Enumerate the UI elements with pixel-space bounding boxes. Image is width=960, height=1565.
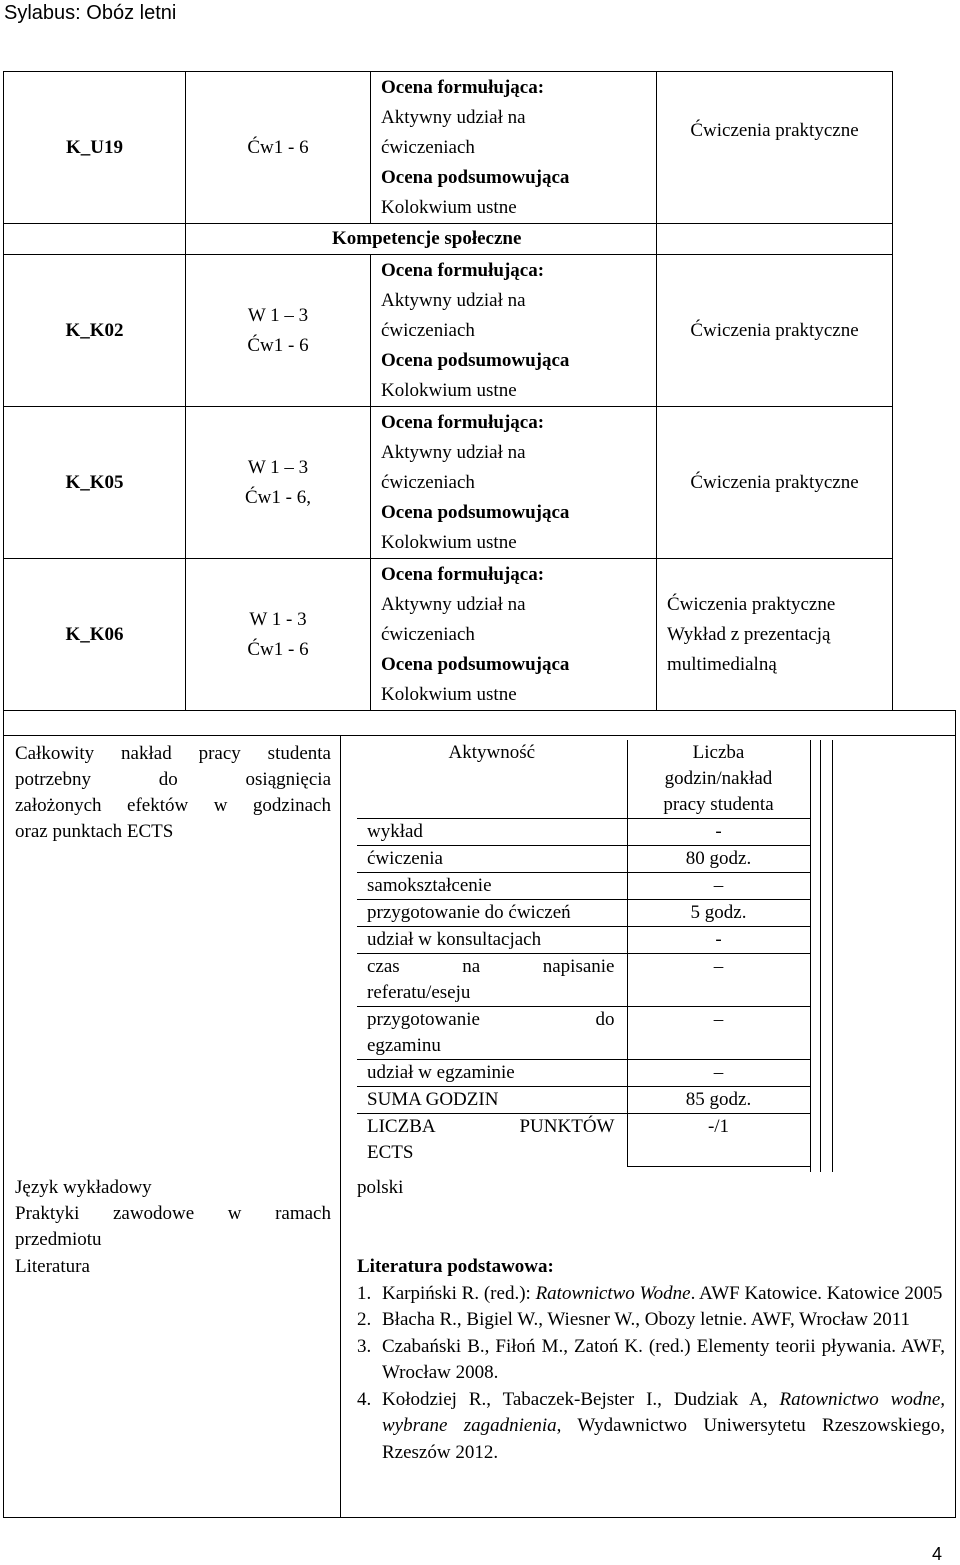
workload-row bbox=[357, 873, 810, 900]
activity-line: referatu/eseju bbox=[367, 982, 471, 1003]
teaching-method-line: multimedialną bbox=[667, 653, 777, 675]
reference-line: Ćw1 - 6, bbox=[245, 486, 311, 508]
practice-label-line: przedmiotu bbox=[15, 1229, 102, 1250]
hours-header bbox=[627, 740, 810, 819]
evaluation-heading: Ocena podsumowująca bbox=[381, 166, 570, 188]
evaluation-heading: Ocena podsumowująca bbox=[381, 501, 570, 523]
workload-table bbox=[357, 740, 811, 1167]
evaluation-text: Kolokwium ustne bbox=[381, 196, 517, 218]
document-header: Sylabus: Obóz letni bbox=[4, 2, 177, 24]
literature-item-number: 2. bbox=[357, 1309, 372, 1330]
evaluation-text: Kolokwium ustne bbox=[381, 531, 517, 553]
activity-header: Aktywność bbox=[357, 740, 627, 819]
column-divider bbox=[340, 736, 341, 1518]
evaluation-text: Aktywny udział na bbox=[381, 106, 526, 128]
effect-reference bbox=[186, 407, 371, 559]
section-row bbox=[4, 224, 893, 255]
effect-reference bbox=[186, 255, 371, 407]
effect-row bbox=[4, 559, 893, 711]
reference-line: Ćw1 - 6 bbox=[247, 334, 309, 356]
reference-line: W 1 – 3 bbox=[247, 456, 309, 478]
effect-code: K_K06 bbox=[4, 559, 186, 711]
workload-row bbox=[357, 1007, 810, 1060]
hours-cell: 85 godz. bbox=[627, 1087, 810, 1114]
workload-row bbox=[357, 819, 810, 846]
effect-row bbox=[4, 72, 893, 224]
reference-line: W 1 - 3 bbox=[249, 608, 307, 630]
workload-label-line: założonych efektów w godzinach bbox=[15, 795, 331, 816]
evaluation-method bbox=[371, 559, 657, 711]
workload-row bbox=[357, 1060, 810, 1087]
hours-cell: – bbox=[627, 954, 810, 1007]
workload-row bbox=[357, 954, 810, 1007]
evaluation-text: ćwiczeniach bbox=[381, 319, 475, 341]
teaching-method bbox=[657, 72, 893, 224]
hours-cell: – bbox=[627, 1007, 810, 1060]
teaching-method-line: Ćwiczenia praktyczne bbox=[667, 593, 836, 615]
evaluation-heading: Ocena podsumowująca bbox=[381, 653, 570, 675]
reference-line: Ćw1 - 6 bbox=[247, 136, 309, 158]
activity-cell bbox=[357, 1007, 627, 1060]
workload-row bbox=[357, 927, 810, 954]
separator-row bbox=[3, 710, 956, 736]
hours-cell: – bbox=[627, 873, 810, 900]
activity-line: udział w egzaminie bbox=[367, 1062, 515, 1083]
teaching-method-line: Ćwiczenia praktyczne bbox=[690, 471, 859, 493]
activity-cell bbox=[357, 819, 627, 846]
effect-reference bbox=[186, 559, 371, 711]
teaching-method bbox=[657, 255, 893, 407]
literature-label: Literatura bbox=[15, 1256, 90, 1277]
hours-cell: 80 godz. bbox=[627, 846, 810, 873]
literature-item-number: 3. bbox=[357, 1335, 372, 1357]
teaching-method bbox=[657, 559, 893, 711]
hours-cell: - bbox=[627, 927, 810, 954]
literature-title-italic: Ratownictwo wodne, wybrane zagadnienia bbox=[382, 1388, 945, 1436]
table-frame bbox=[810, 740, 821, 1172]
literature-item-number: 1. bbox=[357, 1282, 372, 1304]
hours-cell: – bbox=[627, 1060, 810, 1087]
evaluation-heading: Ocena formułująca: bbox=[381, 563, 545, 585]
teaching-method-line: Ćwiczenia praktyczne bbox=[690, 120, 859, 141]
evaluation-text: Kolokwium ustne bbox=[381, 683, 517, 705]
activity-line: ćwiczenia bbox=[367, 848, 443, 869]
evaluation-method bbox=[371, 72, 657, 224]
activity-line: udział w konsultacjach bbox=[367, 929, 542, 950]
evaluation-heading: Ocena podsumowująca bbox=[381, 349, 570, 371]
literature-item bbox=[357, 1281, 945, 1308]
literature-block bbox=[357, 1254, 945, 1466]
practice-label-line: Praktyki zawodowe w ramach bbox=[15, 1203, 331, 1224]
activity-line: ECTS bbox=[367, 1142, 414, 1163]
hours-header-line: pracy studenta bbox=[663, 794, 774, 815]
evaluation-text: ćwiczeniach bbox=[381, 471, 475, 493]
activity-cell bbox=[357, 954, 627, 1007]
literature-text: Karpiński R. (red.): bbox=[382, 1282, 536, 1304]
literature-text: Błacha R., Bigiel W., Wiesner W., Obozy letnie. AWF, Wrocław 2011 bbox=[382, 1309, 911, 1330]
page-number: 4 bbox=[932, 1544, 943, 1564]
evaluation-heading: Ocena formułująca: bbox=[381, 76, 545, 98]
literature-title-italic: Ratownictwo Wodne bbox=[535, 1282, 691, 1304]
reference-line: W 1 – 3 bbox=[247, 304, 309, 326]
activity-cell bbox=[357, 900, 627, 927]
effect-code: K_K02 bbox=[4, 255, 186, 407]
hours-header-line: godzin/nakład bbox=[664, 768, 773, 789]
hours-cell: - bbox=[627, 819, 810, 846]
literature-item bbox=[357, 1387, 945, 1467]
activity-cell bbox=[357, 1060, 627, 1087]
activity-line: samokształcenie bbox=[367, 875, 492, 896]
evaluation-text: Kolokwium ustne bbox=[381, 379, 517, 401]
workload-row bbox=[357, 846, 810, 873]
activity-line: SUMA GODZIN bbox=[367, 1089, 499, 1110]
activity-cell bbox=[357, 1087, 627, 1114]
literature-title: Literatura podstawowa: bbox=[357, 1256, 554, 1277]
literature-text: Czabański B., Fiłoń M., Zatoń K. (red.) Elementy teorii pływania. AWF, Wrocław 2008. bbox=[382, 1335, 945, 1383]
literature-text: , Wydawnictwo Uniwersytetu Rzeszowskiego, Rzeszów 2012. bbox=[382, 1415, 946, 1463]
evaluation-text: Aktywny udział na bbox=[381, 289, 526, 311]
workload-label-line: potrzebny do osiągnięcia bbox=[15, 769, 331, 790]
teaching-method bbox=[657, 407, 893, 559]
workload-row bbox=[357, 1114, 810, 1167]
activity-line: przygotowanie do bbox=[367, 1009, 615, 1030]
activity-line: egzaminu bbox=[367, 1035, 441, 1056]
workload-row bbox=[357, 1087, 810, 1114]
workload-row bbox=[357, 900, 810, 927]
evaluation-text: ćwiczeniach bbox=[381, 623, 475, 645]
literature-text: . AWF Katowice. Katowice 2005 bbox=[690, 1282, 943, 1304]
workload-label-line: Całkowity nakład pracy studenta bbox=[15, 743, 331, 764]
activity-line: przygotowanie do ćwiczeń bbox=[367, 902, 571, 923]
activity-cell bbox=[357, 846, 627, 873]
section-label: Kompetencje społeczne bbox=[186, 224, 657, 255]
activity-cell bbox=[357, 873, 627, 900]
literature-item bbox=[357, 1334, 945, 1387]
literature-item-number: 4. bbox=[357, 1388, 372, 1410]
literature-text: Kołodziej R., Tabaczek-Bejster I., Dudziak A, bbox=[382, 1388, 780, 1410]
hours-header-line: Liczba bbox=[692, 742, 745, 763]
language-value: polski bbox=[357, 1177, 404, 1198]
evaluation-method bbox=[371, 407, 657, 559]
section-spacer bbox=[4, 224, 186, 255]
activity-cell bbox=[357, 927, 627, 954]
literature-item bbox=[357, 1307, 945, 1334]
table-frame bbox=[821, 740, 833, 1172]
activity-line: LICZBA PUNKTÓW bbox=[367, 1116, 615, 1137]
effect-row bbox=[4, 407, 893, 559]
workload-label-line: oraz punktach ECTS bbox=[15, 821, 174, 842]
workload-header-row bbox=[357, 740, 810, 819]
activity-line: czas na napisanie bbox=[367, 956, 615, 977]
teaching-method-line: Wykład z prezentacją bbox=[667, 623, 831, 645]
effect-code: K_U19 bbox=[4, 72, 186, 224]
language-label: Język wykładowy bbox=[15, 1177, 152, 1198]
hours-cell: -/1 bbox=[627, 1114, 810, 1167]
evaluation-method bbox=[371, 255, 657, 407]
evaluation-heading: Ocena formułująca: bbox=[381, 259, 545, 281]
effect-code: K_K05 bbox=[4, 407, 186, 559]
literature-list bbox=[357, 1281, 945, 1467]
section-spacer bbox=[657, 224, 893, 255]
evaluation-text: Aktywny udział na bbox=[381, 441, 526, 463]
evaluation-heading: Ocena formułująca: bbox=[381, 411, 545, 433]
evaluation-text: ćwiczeniach bbox=[381, 136, 475, 158]
activity-line: wykład bbox=[367, 821, 423, 842]
activity-cell bbox=[357, 1114, 627, 1167]
hours-cell: 5 godz. bbox=[627, 900, 810, 927]
reference-line: Ćw1 - 6 bbox=[247, 638, 309, 660]
effect-reference bbox=[186, 72, 371, 224]
learning-effects-table bbox=[3, 71, 893, 711]
effect-row bbox=[4, 255, 893, 407]
evaluation-text: Aktywny udział na bbox=[381, 593, 526, 615]
teaching-method-line: Ćwiczenia praktyczne bbox=[690, 319, 859, 341]
